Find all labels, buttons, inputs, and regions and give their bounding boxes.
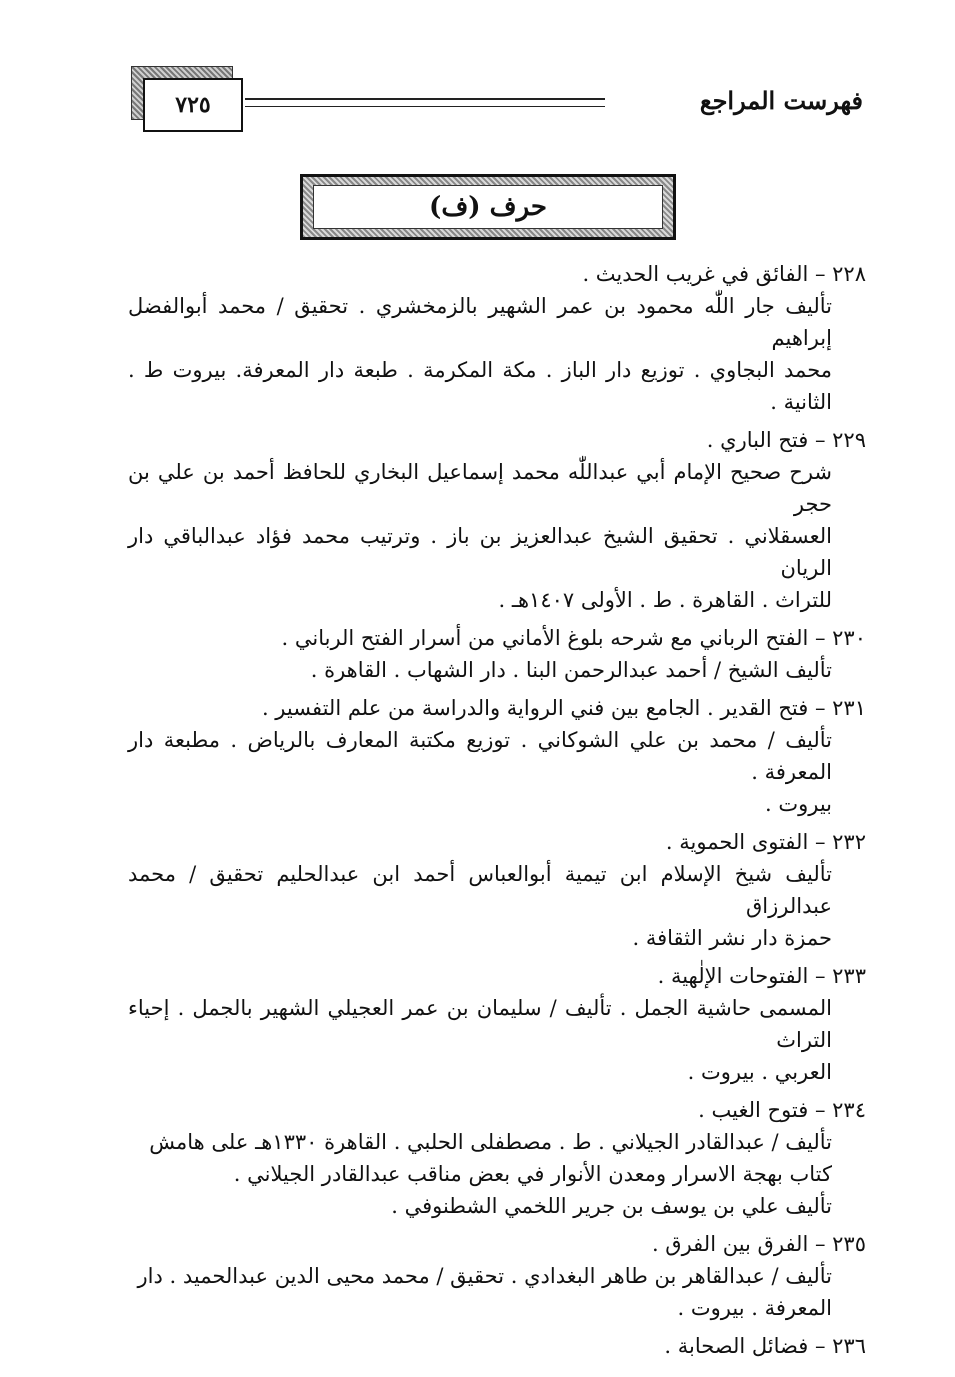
entry-detail-line: العربي . بيروت . [687, 1060, 832, 1084]
entry-title: ٢٣٠ – الفتح الرباني مع شرحه بلوغ الأماني من أسرار الفتح الرباني . [281, 626, 866, 650]
entry-title: ٢٣٣ – الفتوحات الإلٰهية . [657, 964, 866, 988]
page-number: ٧٢٥ [143, 78, 243, 132]
entry-details [128, 290, 866, 418]
reference-entry [128, 1330, 866, 1362]
entry-title: ٢٣٤ – فتوح الغيب . [698, 1098, 866, 1122]
section-banner [300, 174, 676, 240]
entry-detail-line: تأليف جار اللّٰه محمود بن عمر الشهير بالزمخشري . تحقيق / محمد أبوالفضل إبراهيم [128, 294, 832, 350]
reference-entry [128, 258, 866, 418]
entry-details [128, 456, 866, 616]
entry-title: ٢٣٢ – الفتوى الحموية . [665, 830, 866, 854]
entry-detail-line: تأليف / عبدالقادر الجيلاني . ط . مصطفلى الحلبي . القاهرة ١٣٣٠هـ على هامش [149, 1130, 832, 1154]
reference-entry [128, 424, 866, 616]
entry-details [128, 992, 866, 1088]
reference-entry [128, 622, 866, 686]
entry-details [128, 654, 866, 686]
header-rule [245, 98, 605, 107]
reference-entry [128, 960, 866, 1088]
entry-detail-line: تأليف شيخ الإسلام ابن تيمية أبوالعباس أحمد ابن عبدالحليم تحقيق / محمد عبدالرزاق [128, 862, 832, 918]
entry-title: ٢٢٨ – الفائق في غريب الحديث . [582, 262, 866, 286]
entry-detail-line: المعرفة . بيروت . [677, 1296, 832, 1320]
entry-detail-line: كتاب بهجة الاسرار ومعدن الأنوار في بعض مناقب عبدالقادر الجيلاني . [233, 1162, 832, 1186]
reference-entry [128, 692, 866, 820]
entry-detail-line: تأليف / محمد بن علي الشوكاني . توزيع مكتبة المعارف بالرياض . مطبعة دار المعرفة . [128, 728, 832, 784]
reference-list [128, 258, 866, 1368]
entry-detail-line: تأليف الشيخ / أحمد عبدالرحمن البنا . دار الشهاب . القاهرة . [310, 658, 832, 682]
entry-detail-line: حمزة دار نشر الثقافة . [632, 926, 832, 950]
entry-detail-line: تأليف علي بن يوسف بن جرير اللخمي الشطنوفي . [391, 1194, 832, 1218]
entry-details [128, 724, 866, 820]
entry-details [128, 858, 866, 954]
entry-detail-line: شرح صحيح الإمام أبي عبداللّٰه محمد إسماعيل البخاري للحافظ أحمد بن علي بن حجر [128, 460, 832, 516]
entry-title: ٢٢٩ – فتح الباري . [706, 428, 866, 452]
entry-detail-line: للتراث . القاهرة . ط . الأولى ١٤٠٧هـ . [498, 588, 832, 612]
entry-detail-line: بيروت . [764, 792, 832, 816]
section-title: حرف (ف) [313, 185, 663, 229]
entry-detail-line: المسمى حاشية الجمل . تأليف / سليمان بن عمر العجيلي الشهير بالجمل . إحياء التراث [128, 996, 832, 1052]
entry-detail-line: العسقلاني . تحقيق الشيخ عبدالعزيز بن باز . وترتيب محمد فؤاد عبدالباقي دار الريان [128, 524, 832, 580]
entry-detail-line: محمد البجاوي . توزيع دار الباز . مكة المكرمة . طبعة دار المعرفة. بيروت ط . الثانية . [128, 358, 832, 414]
reference-entry [128, 826, 866, 954]
running-head: فهرست المراجع [699, 86, 863, 115]
entry-details [128, 1260, 866, 1324]
entry-title: ٢٣١ – فتح القدير . الجامع بين فني الرواية والدراسة من علم التفسير . [261, 696, 866, 720]
entry-detail-line: تأليف / عبدالقاهر بن طاهر البغدادي . تحقيق / محمد محيى الدين عبدالحميد . دار [137, 1264, 832, 1288]
entry-details [128, 1126, 866, 1222]
entry-title: ٢٣٥ – الفرق بين الفرق . [651, 1232, 866, 1256]
reference-entry [128, 1228, 866, 1324]
entry-title: ٢٣٦ – فضائل الصحابة . [664, 1334, 866, 1358]
reference-entry [128, 1094, 866, 1222]
